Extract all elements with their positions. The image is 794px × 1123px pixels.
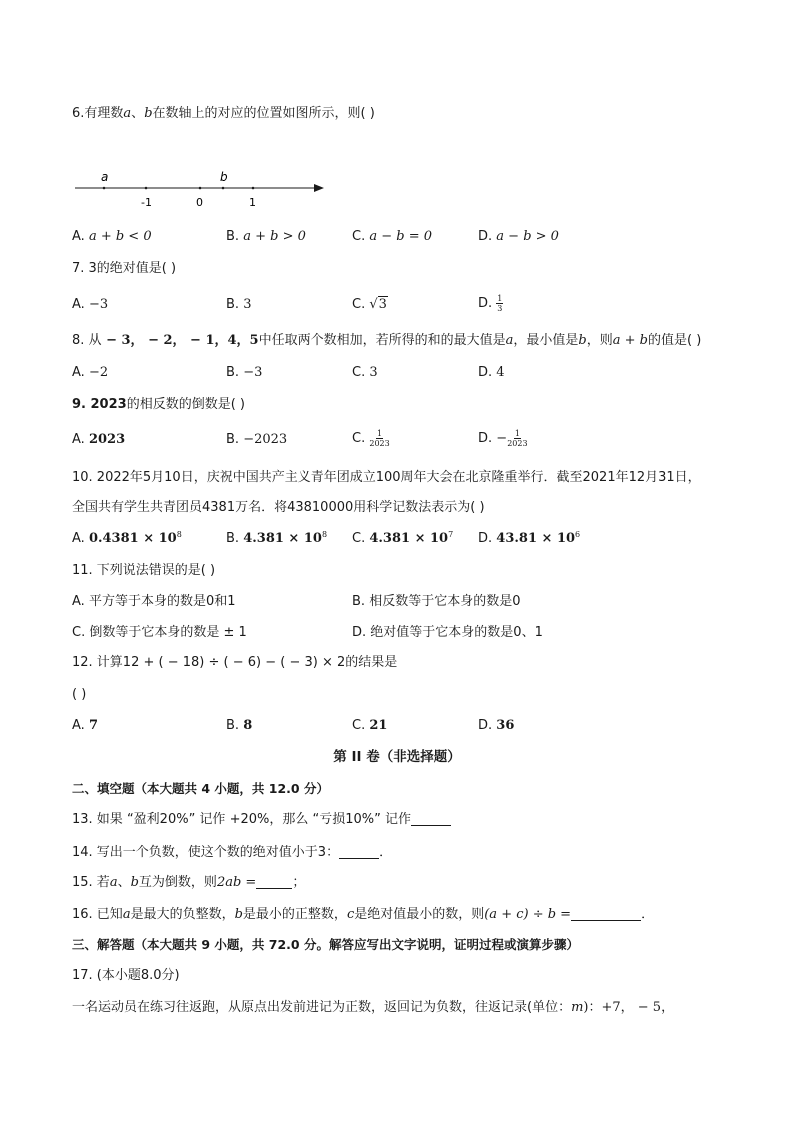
axis-arrow-icon <box>314 184 324 192</box>
question-12-stem: 12. 计算12 + ( − 18) ÷ ( − 6) − ( − 3) × 2的结果是 <box>72 655 398 670</box>
fraction: $\frac{1}{3}$ <box>497 294 503 313</box>
q8-option-c[interactable]: C. 3 <box>352 365 378 380</box>
q8-option-a[interactable]: A. −2 <box>72 365 109 380</box>
tick-0 <box>199 187 202 190</box>
label-a: a <box>101 170 109 184</box>
q11-option-b[interactable]: B. 相反数等于它本身的数是0 <box>352 594 521 609</box>
section-2-title: 第 II 卷（非选择题） <box>333 749 461 765</box>
point-a <box>103 187 106 190</box>
q12-option-c[interactable]: C. 21 <box>352 718 388 733</box>
tick-label-0: 0 <box>196 196 203 209</box>
q9-option-b[interactable]: B. −2023 <box>226 432 288 447</box>
q8-option-d[interactable]: D. 4 <box>478 365 505 380</box>
question-12-answer-paren: ( ) <box>72 687 87 702</box>
fraction: $\frac{1}{2023}$ <box>369 429 390 448</box>
tick-label-minus-1: -1 <box>141 196 152 209</box>
answer-blank[interactable] <box>411 811 451 826</box>
answer-blank[interactable] <box>256 874 292 889</box>
q11-option-c[interactable]: C. 倒数等于它本身的数是 ± 1 <box>72 625 247 640</box>
solution-heading: 三、解答题（本大题共 9 小题，共 72.0 分。解答应写出文字说明，证明过程或演算步骤） <box>72 937 579 952</box>
point-b <box>222 187 225 190</box>
question-6-stem: 6.有理数a、b在数轴上的对应的位置如图所示，则( ) <box>72 106 375 121</box>
q7-option-d[interactable]: D. $\frac{1}{3}$ <box>478 294 503 313</box>
q10-option-a[interactable]: A. $0.4381 \times 10^8$ <box>72 530 182 546</box>
q7-option-c[interactable]: C. √3 <box>352 297 387 312</box>
answer-blank[interactable] <box>339 844 379 859</box>
q6-option-b[interactable]: B. a + b > 0 <box>226 229 306 244</box>
q9-option-a[interactable]: A. 2023 <box>72 432 126 447</box>
q12-option-a[interactable]: A. 7 <box>72 718 98 733</box>
fraction: $\frac{1}{2023}$ <box>507 429 528 448</box>
q7-option-a[interactable]: A. −3 <box>72 297 109 312</box>
q10-option-c[interactable]: C. $4.381 \times 10^7$ <box>352 530 454 546</box>
question-8-stem: 8. 从 − 3， − 2， − 1，4，5中任取两个数相加，若所得的和的最大值是a，最小值是b，则a + b的值是( ) <box>72 333 702 348</box>
question-14: 14. 写出一个负数，使这个数的绝对值小于3： ． <box>72 845 393 860</box>
question-17-text: 一名运动员在练习往返跑，从原点出发前进记为正数，返回记为负数，往返记录(单位：m)：+7， − 5， <box>72 1000 675 1015</box>
question-7-stem: 7. 3的绝对值是( ) <box>72 261 177 276</box>
question-13: 13. 如果 “盈利20%” 记作 +20%，那么 “亏损10%” 记作 <box>72 811 451 829</box>
q6-option-a[interactable]: A. a + b < 0 <box>72 229 152 244</box>
fill-blank-heading: 二、填空题（本大题共 4 小题，共 12.0 分） <box>72 781 329 796</box>
q12-option-d[interactable]: D. 36 <box>478 718 515 733</box>
answer-blank[interactable] <box>571 906 641 921</box>
q9-option-d[interactable]: D. − $\frac{1}{2023}$ <box>478 429 528 448</box>
q6-option-d[interactable]: D. a − b > 0 <box>478 229 559 244</box>
tick-1 <box>252 187 255 190</box>
question-15: 15. 若a、b互为倒数，则2ab = ； <box>72 875 306 890</box>
question-11-stem: 11. 下列说法错误的是( ) <box>72 563 216 578</box>
question-17-head: 17. (本小题8.0分) <box>72 968 180 983</box>
q10-option-d[interactable]: D. $43.81 \times 10^6$ <box>478 530 581 546</box>
number-line-figure <box>70 168 330 212</box>
question-16: 16. 已知a是最大的负整数，b是最小的正整数，c是绝对值最小的数，则(a + c) ÷ b = ． <box>72 907 655 922</box>
q9-option-c[interactable]: C. $\frac{1}{2023}$ <box>352 429 390 448</box>
sqrt-symbol: √3 <box>369 297 387 312</box>
q6-option-c[interactable]: C. a − b = 0 <box>352 229 433 244</box>
question-10-line-2: 全国共有学生共青团员4381万名．将43810000用科学记数法表示为( ) <box>72 500 485 515</box>
q10-option-b[interactable]: B. $4.381 \times 10^8$ <box>226 530 328 546</box>
tick-label-1: 1 <box>249 196 256 209</box>
tick-minus-1 <box>145 187 148 190</box>
q7-option-b[interactable]: B. 3 <box>226 297 252 312</box>
label-b: b <box>220 170 228 184</box>
question-10-line-1: 10. 2022年5月10日，庆祝中国共产主义青年团成立100周年大会在北京隆重举行．截至2021年12月31日， <box>72 470 701 485</box>
question-9-stem: 9. 2023的相反数的倒数是( ) <box>72 397 245 412</box>
q11-option-d[interactable]: D. 绝对值等于它本身的数是0、1 <box>352 625 543 640</box>
q12-option-b[interactable]: B. 8 <box>226 718 253 733</box>
q11-option-a[interactable]: A. 平方等于本身的数是0和1 <box>72 594 236 609</box>
q8-option-b[interactable]: B. −3 <box>226 365 263 380</box>
